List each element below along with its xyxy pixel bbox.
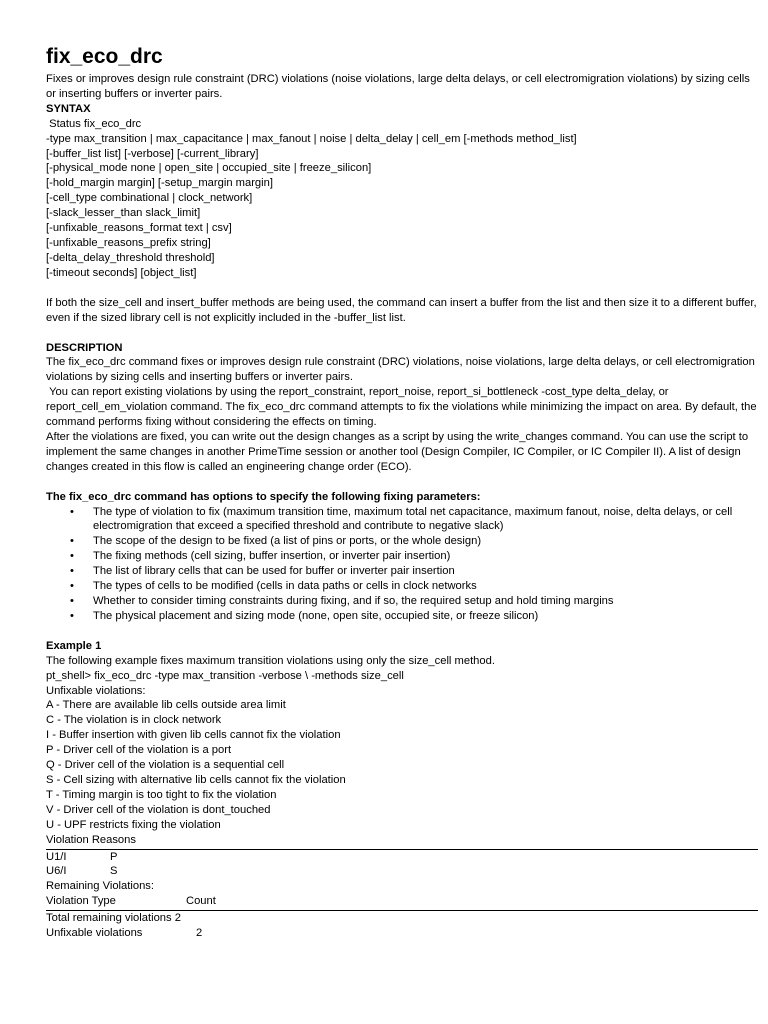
- document-page: [46, 44, 758, 941]
- pin-cell: U6/I: [46, 865, 67, 878]
- description-paragraph-1: The fix_eco_drc command fixes or improves design rule constraint (DRC) violations, noise violations, large delta delays, or cell electromigration violations by sizing cells and inserting buffers or inverter pairs.: [46, 356, 755, 384]
- example-line: Unfixable violations:: [46, 684, 146, 697]
- reason-cell: S: [110, 865, 118, 878]
- options-heading: The fix_eco_drc command has options to specify the following fixing parameters:: [46, 490, 481, 503]
- description-paragraph-3: After the violations are fixed, you can write out the design changes as a script by using the write_changes command. You can use the script to implement the same changes in another PrimeTime session or another tool (Design Compiler, IC Compiler, or IC Compiler II). A list of design changes created in this flow is called an engineering change order (ECO).: [46, 430, 749, 473]
- syntax-line: [-unfixable_reasons_prefix string]: [46, 236, 211, 249]
- reason-cell: P: [110, 850, 118, 863]
- page-title: fix_eco_drc: [46, 45, 163, 68]
- note-paragraph: If both the size_cell and insert_buffer methods are being used, the command can insert a buffer from the list and then size it to a different buffer, even if the sized library cell is not explicitly included in the -buffer_list list.: [46, 296, 757, 324]
- bullet-icon: •: [70, 565, 74, 578]
- example-line: A - There are available lib cells outside area limit: [46, 699, 286, 712]
- violation-reasons-header: Violation Reasons: [46, 833, 136, 846]
- spacer: [46, 281, 758, 296]
- bullet-icon: •: [70, 535, 74, 548]
- type-column-header: Violation Type: [46, 895, 116, 908]
- example-line: C - The violation is in clock network: [46, 714, 222, 727]
- unfixable-value: 2: [196, 927, 203, 940]
- syntax-line: [-slack_lesser_than slack_limit]: [46, 207, 201, 220]
- table-row: [46, 864, 758, 879]
- list-item: • Whether to consider timing constraints during fixing, and if so, the required setup and hold timing margins: [70, 595, 614, 607]
- list-item: • The physical placement and sizing mode (none, open site, occupied site, or freeze silicon): [70, 609, 539, 622]
- example-line: The following example fixes maximum transition violations using only the size_cell method.: [46, 654, 495, 667]
- syntax-line: [-timeout seconds] [object_list]: [46, 266, 197, 279]
- syntax-line: [-cell_type combinational | clock_network]: [46, 192, 253, 205]
- description-heading: DESCRIPTION: [46, 341, 123, 354]
- intro-paragraph: Fixes or improves design rule constraint (DRC) violations (noise violations, large delta delays, or cell electromigration violations) by sizing cells or inserting buffers or inverter pairs.: [46, 73, 750, 100]
- bullet-icon: •: [70, 609, 74, 622]
- list-item: • The list of library cells that can be used for buffer or inverter pair insertion: [70, 565, 455, 578]
- list-item: • The fixing methods (cell sizing, buffer insertion, or inverter pair insertion): [70, 550, 451, 563]
- bullet-icon: •: [70, 505, 74, 518]
- description-paragraph-2: You can report existing violations by using the report_constraint, report_noise, report_si_bottleneck -cost_type delta_delay, or report_cell_em_violation command. The fix_eco_drc command attempts to fix the violations while minimizing the impact on area. By default, the command performs fixing without considering the effects on timing.: [46, 386, 760, 429]
- syntax-line: [-physical_mode none | open_site | occupied_site | freeze_silicon]: [46, 162, 372, 175]
- unfixable-label: Unfixable violations: [46, 927, 143, 940]
- list-item: • The scope of the design to be fixed (a list of pins or ports, or the whole design): [70, 535, 482, 548]
- syntax-block: [46, 117, 758, 281]
- count-column-header: Count: [186, 895, 216, 908]
- spacer: [46, 624, 758, 639]
- example-line: U - UPF restricts fixing the violation: [46, 818, 221, 831]
- example-heading: Example 1: [46, 639, 102, 652]
- syntax-line: -type max_transition | max_capacitance | max_fanout | noise | delta_delay | cell_em [-methods method_list]: [46, 132, 577, 145]
- options-list: [46, 505, 758, 624]
- example-line: V - Driver cell of the violation is dont_touched: [46, 803, 271, 816]
- violation-type-header: [46, 894, 758, 909]
- list-item: • The types of cells to be modified (cells in data paths or cells in clock networks: [70, 580, 477, 593]
- syntax-line: [-hold_margin margin] [-setup_margin margin]: [46, 177, 273, 190]
- example-command: pt_shell> fix_eco_drc -type max_transition -verbose \ -methods size_cell: [46, 669, 404, 682]
- syntax-line: [-delta_delay_threshold threshold]: [46, 251, 215, 264]
- bullet-icon: •: [70, 595, 74, 607]
- example-line: I - Buffer insertion with given lib cells cannot fix the violation: [46, 729, 341, 742]
- example-line: S - Cell sizing with alternative lib cells cannot fix the violation: [46, 773, 346, 786]
- bullet-icon: •: [70, 550, 74, 563]
- total-line: Total remaining violations 2: [46, 912, 181, 925]
- syntax-heading: SYNTAX: [46, 102, 91, 115]
- unfixable-row: [46, 926, 758, 941]
- list-item: • The type of violation to fix (maximum transition time, maximum total net capacitance, maximum fanout, noise, delta delays, or cell electromigration that exceed a specified threshold and contribute to negative slack): [70, 505, 733, 533]
- bullet-icon: •: [70, 580, 74, 593]
- syntax-line: [-unfixable_reasons_format text | csv]: [46, 222, 232, 235]
- syntax-line: [-buffer_list list] [-verbose] [-current_library]: [46, 147, 259, 160]
- pin-cell: U1/I: [46, 850, 67, 863]
- remaining-label: Remaining Violations:: [46, 880, 155, 893]
- example-block: [46, 654, 758, 848]
- example-line: Q - Driver cell of the violation is a sequential cell: [46, 759, 285, 772]
- spacer: [46, 475, 758, 490]
- spacer: [46, 326, 758, 341]
- syntax-line: Status fix_eco_drc: [46, 117, 142, 130]
- example-line: P - Driver cell of the violation is a port: [46, 744, 232, 757]
- example-line: T - Timing margin is too tight to fix the violation: [46, 788, 277, 801]
- table-row: [46, 850, 758, 865]
